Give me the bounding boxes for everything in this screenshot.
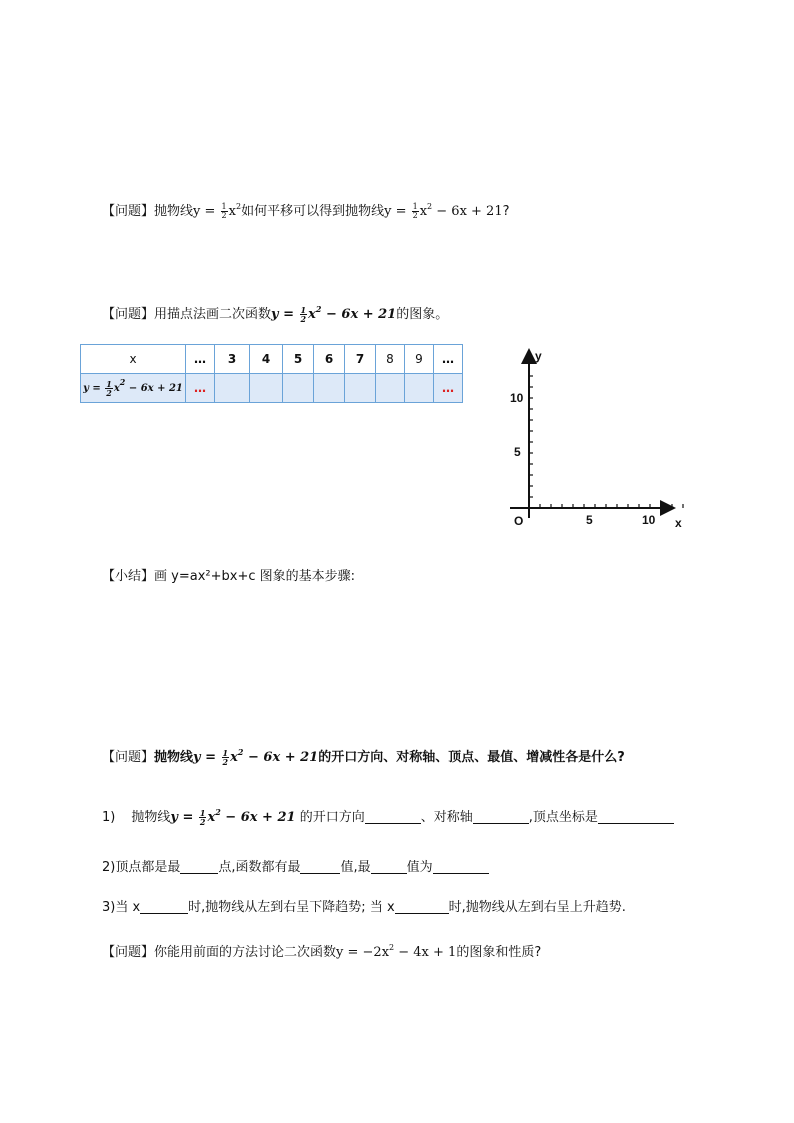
table-header-y: y = $\frac{1}{2}$ $x^2 - 6x + 21$ (81, 374, 186, 403)
formula-target-parabola: y = $\frac{1}{2}$ $x^2 - 6x + 21$ (384, 202, 503, 220)
table-header-x: x (81, 345, 186, 374)
table-row-x (81, 345, 463, 374)
question-tag: 【问题】 (102, 204, 155, 219)
blank-axis-of-symmetry[interactable] (473, 809, 529, 824)
table-cell (215, 374, 250, 403)
table-cell: … (434, 345, 463, 374)
table-cell: 3 (215, 345, 250, 374)
summary-tag: 【小结】 (102, 569, 155, 584)
y-axis-label: y (535, 349, 542, 363)
table-cell: … (434, 374, 463, 403)
formula-second-function: $y = -2x^2 - 4x + 1$ (336, 943, 457, 960)
question-4: 【问题】你能用前面的方法讨论二次函数$y = -2x^2 - 4x + 1$的图象和性质? (102, 943, 542, 960)
summary (102, 567, 355, 587)
table-cell: … (186, 374, 215, 403)
table-cell: 6 (314, 345, 345, 374)
formula-parabola: y = $\frac{1}{2}$ $x^2 - 6x + 21$ (193, 747, 319, 767)
blank-decreasing-range[interactable] (140, 899, 188, 914)
item-1: 1) 抛物线y = $\frac{1}{2}$ $x^2 - 6x + 21$ 的开口方向 、对称轴 ,顶点坐标是 (102, 808, 674, 828)
origin-label: O (514, 514, 524, 528)
table-cell: 5 (283, 345, 314, 374)
table-row-y (81, 374, 463, 403)
item-3: 3)当 x 时,抛物线从左到右呈下降趋势; 当 x 时,抛物线从左到右呈上升趋势. (102, 900, 626, 915)
question-1: 【问题】抛物线y = $\frac{1}{2}$ $x^2$如何平移可以得到抛物线y = $\frac{1}{2}$ $x^2 - 6x + 21$? (102, 202, 510, 220)
blank-extreme-type[interactable] (371, 859, 407, 874)
question-tag: 【问题】 (102, 307, 155, 322)
table-cell: 9 (405, 345, 434, 374)
table-cell: 7 (345, 345, 376, 374)
table-cell: 4 (250, 345, 283, 374)
blank-vertex-coordinates[interactable] (598, 809, 674, 824)
table-cell (376, 374, 405, 403)
table-cell (405, 374, 434, 403)
item-2: 2)顶点都是最 点,函数都有最 值,最 值为 (102, 858, 489, 878)
y-tick-label: 10 (510, 391, 524, 405)
summary-text: 画 y=ax²+bx+c 图象的基本步骤: (154, 569, 355, 584)
value-table (80, 344, 463, 403)
formula-parabola: y = $\frac{1}{2}$ $x^2 - 6x + 21$ (170, 807, 296, 827)
table-cell: 8 (376, 345, 405, 374)
formula-parabola: y = $\frac{1}{2}$ $x^2 - 6x + 21$ (271, 304, 397, 324)
blank-max-min-value[interactable] (300, 859, 340, 874)
table-cell (345, 374, 376, 403)
question-2: 【问题】用描点法画二次函数y = $\frac{1}{2}$ $x^2 - 6x + 21$的图象。 (102, 304, 449, 324)
table-cell (250, 374, 283, 403)
coordinate-axes (500, 340, 700, 540)
question-tag: 【问题】 (102, 945, 155, 960)
formula-y-half-x2: y = $\frac{1}{2}$ $x^2$ (193, 202, 242, 220)
y-tick-label: 5 (514, 445, 521, 459)
x-tick-label: 10 (642, 513, 656, 527)
x-axis-label: x (675, 516, 682, 530)
x-tick-label: 5 (586, 513, 593, 527)
blank-highest-lowest-point[interactable] (180, 859, 218, 874)
question-tag: 【问题】 (102, 750, 155, 765)
blank-opening-direction[interactable] (365, 809, 421, 824)
table-cell: … (186, 345, 215, 374)
blank-increasing-range[interactable] (395, 899, 449, 914)
table-cell (314, 374, 345, 403)
table-cell (283, 374, 314, 403)
blank-extreme-value[interactable] (433, 859, 489, 874)
question-3: 【问题】抛物线y = $\frac{1}{2}$ $x^2 - 6x + 21$的开口方向、对称轴、顶点、最值、增减性各是什么? (102, 747, 625, 767)
